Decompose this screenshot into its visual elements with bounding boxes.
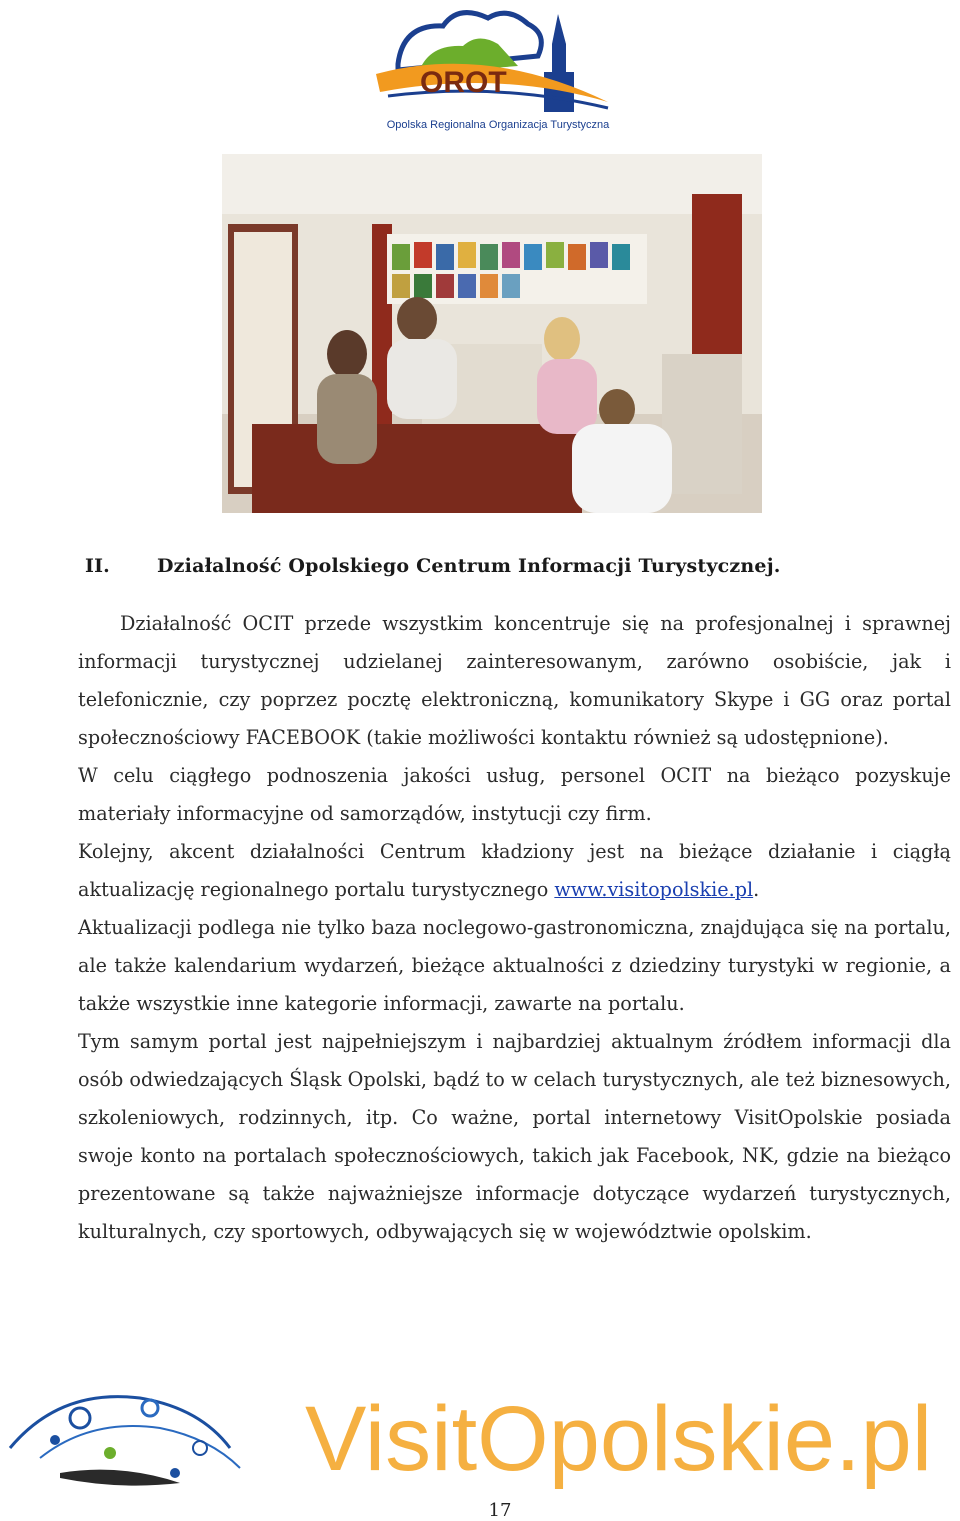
section-heading — [85, 555, 945, 577]
section-title: Działalność Opolskiego Centrum Informacji Turystycznej. — [157, 555, 781, 577]
visitopolskie-logo — [0, 1378, 960, 1498]
office-photo — [222, 154, 762, 513]
page-number: 17 — [488, 1500, 512, 1521]
flourish-ornament — [10, 1397, 240, 1486]
body-text — [78, 605, 951, 1251]
orot-logo-subtitle: Opolska Regionalna Organizacja Turystyczna — [386, 119, 610, 131]
paragraph-4: Aktualizacji podlega nie tylko baza noclegowo-gastronomiczna, znajdująca się na portalu, ale także kalendarium wydarzeń, bieżące aktualności z dziedziny turystyki w regionie, a także wszystkie inne kategorie informacji, zawarte na portalu. — [78, 916, 951, 1015]
orot-logo-name: OROT — [420, 66, 507, 99]
visitopolskie-link[interactable]: www.visitopolskie.pl — [554, 878, 754, 901]
section-number: II. — [85, 555, 110, 577]
paragraph-5: Tym samym portal jest najpełniejszym i najbardziej aktualnym źródłem informacji dla osób odwiedzających Śląsk Opolski, bądź to w celach turystycznych, ale też biznesowych, szkoleniowych, rodzinnych, itp. Co ważne, portal internetowy VisitOpolskie posiada swoje konto na portalach społecznościowych, takich jak Facebook, NK, gdzie na bieżąco prezentowane są także najważniejsze informacje dotyczące wydarzeń turystycznych, kulturalnych, czy sportowych, odbywających się w województwie opolskim. — [78, 1030, 951, 1243]
paragraph-2: W celu ciągłego podnoszenia jakości usług, personel OCIT na bieżąco pozyskuje materiały informacyjne od samorządów, instytucji czy firm. — [78, 764, 951, 825]
paragraph-3 — [78, 833, 951, 909]
orot-logo — [358, 4, 638, 132]
paragraph-1: Działalność OCIT przede wszystkim koncentruje się na profesjonalnej i sprawnej informacji turystycznej udzielanej zainteresowanym, zarówno osobiście, jak i telefonicznie, czy poprzez pocztę elektroniczną, komunikatory Skype i GG oraz portal społecznościowy FACEBOOK (takie możliwości kontaktu również są udostępnione). — [78, 612, 951, 749]
paragraph-3-text: Kolejny, akcent działalności Centrum kładziony jest na bieżące działanie i ciągłą aktualizację regionalnego portalu turystycznego — [78, 840, 951, 901]
visitopolskie-logo-text: VisitOpolskie.pl — [305, 1388, 933, 1490]
paragraph-3-end: . — [753, 878, 760, 901]
